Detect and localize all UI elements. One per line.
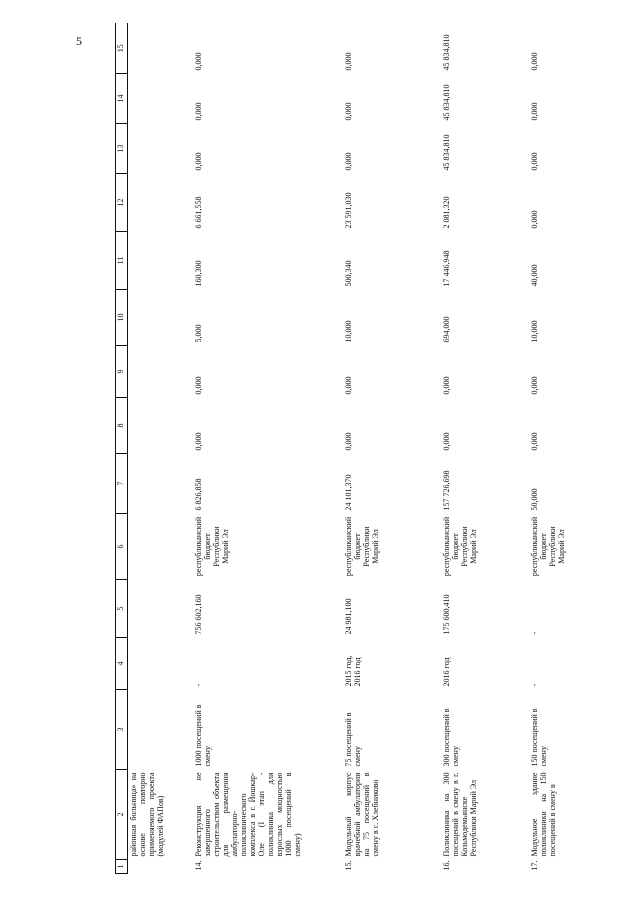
col-header: 5	[116, 580, 128, 638]
row-number	[127, 860, 193, 874]
table-row	[441, 24, 529, 874]
value-col-15: 0,000	[344, 52, 354, 71]
value-col-7: 157 726,698	[442, 470, 452, 511]
value-col-10	[127, 290, 193, 346]
value-col-14: 0,000	[344, 102, 354, 121]
estimated-cost: 175 600,410	[442, 594, 452, 635]
value-col-12: 23 591,030	[344, 192, 354, 229]
table-row	[529, 24, 589, 874]
estimated-cost	[127, 580, 193, 638]
value-col-11: 500,340	[344, 260, 354, 287]
value-col-13: 45 834,810	[442, 134, 452, 171]
financing-table	[115, 24, 589, 875]
value-col-7: 6 826,858	[194, 478, 204, 511]
value-col-9: 0,000	[530, 376, 540, 395]
value-col-8: 0,000	[442, 432, 452, 451]
period: 2016 год	[442, 657, 452, 687]
value-col-15: 45 834,810	[442, 34, 452, 71]
estimated-cost: 24 981,100	[344, 598, 354, 635]
value-col-8: 0,000	[194, 432, 204, 451]
value-col-14: 0,000	[194, 102, 204, 121]
funding-source: республиканский бюджет Республики Марий Эл	[530, 516, 567, 577]
value-col-9: 0,000	[344, 376, 354, 395]
period	[127, 638, 193, 690]
col-header: 6	[116, 514, 128, 580]
value-col-7	[127, 454, 193, 514]
value-col-7: 24 101,370	[344, 474, 354, 511]
value-col-12: 2 081,320	[442, 196, 452, 229]
value-col-11: 17 446,948	[442, 250, 452, 287]
value-col-8	[127, 398, 193, 454]
row-number: 15.	[344, 860, 354, 871]
value-col-13	[127, 124, 193, 174]
col-header: 3	[116, 690, 128, 770]
value-col-8: 0,000	[344, 432, 354, 451]
row-number: 14.	[194, 860, 204, 871]
col-header: 12	[116, 174, 128, 232]
col-header: 15	[116, 24, 128, 74]
page-number: 5	[76, 34, 82, 48]
period: -	[530, 683, 540, 687]
value-col-10: 10,000	[344, 320, 354, 343]
value-col-9: 0,000	[194, 376, 204, 395]
row-number: 17.	[530, 860, 540, 871]
value-col-11	[127, 232, 193, 290]
capacity	[127, 690, 193, 770]
value-col-13: 0,000	[344, 152, 354, 171]
col-header: 9	[116, 346, 128, 398]
value-col-11: 40,000	[530, 264, 540, 287]
object-name: Реконструкция не завершенного строительством объекта для размещения амбулаторно-поликлинического комплекса в г. Йошкар-Оле (I этап - поликлиника для взрослых мощностью 1000 посещений в смену)	[194, 772, 302, 857]
value-col-15: 0,000	[194, 52, 204, 71]
capacity: 150 посещений в смену	[530, 708, 549, 767]
estimated-cost: 756 602,160	[194, 594, 204, 635]
object-name: Модульное здание поликлиники на 150 посещений в смену в	[530, 772, 558, 857]
funding-source	[127, 514, 193, 580]
row-number: 16.	[442, 860, 452, 871]
col-header: 14	[116, 74, 128, 124]
object-name: районная больница» на основе повторно применяемого проекта (модулей ФАПов)	[128, 772, 165, 857]
value-col-13: 0,000	[530, 152, 540, 171]
value-col-10: 5,000	[194, 324, 204, 343]
value-col-9	[127, 346, 193, 398]
value-col-12	[127, 174, 193, 232]
period: 2015 год, 2016 год	[344, 655, 363, 687]
value-col-12: 6 661,558	[194, 196, 204, 229]
funding-source: республиканский бюджет Республики Марий Эл	[194, 516, 231, 577]
col-header: 1	[116, 860, 128, 874]
funding-source: республиканский бюджет Республики Марий Эл	[344, 516, 381, 577]
col-header: 13	[116, 124, 128, 174]
value-col-15: 0,000	[530, 52, 540, 71]
value-col-11: 160,300	[194, 260, 204, 287]
object-name: Поликлиника на 300 посещений в смену в г. Козьмодемьянске Республики Марий Эл	[442, 772, 479, 857]
col-header: 11	[116, 232, 128, 290]
header-row	[116, 24, 128, 874]
col-header: 10	[116, 290, 128, 346]
col-header: 2	[116, 770, 128, 860]
table-row	[127, 24, 193, 874]
value-col-14: 0,000	[530, 102, 540, 121]
estimated-cost: -	[530, 631, 540, 635]
value-col-10: 694,000	[442, 316, 452, 343]
value-col-7: 50,000	[530, 488, 540, 511]
capacity: 300 посещений в смену	[442, 708, 461, 767]
value-col-12: 0,000	[530, 210, 540, 229]
col-header: 4	[116, 638, 128, 690]
value-col-9: 0,000	[442, 376, 452, 395]
value-col-14: 45 834,810	[442, 84, 452, 121]
period: -	[194, 683, 204, 687]
object-name: Модульный корпус врачебной амбулатории на 75 посещений в смену в с. Хлебниково	[344, 772, 381, 857]
col-header: 7	[116, 454, 128, 514]
col-header: 8	[116, 398, 128, 454]
capacity: 75 посещений в смену	[344, 712, 363, 767]
table-row	[193, 24, 343, 874]
value-col-14	[127, 74, 193, 124]
funding-source: республиканский бюджет Республики Марий Эл	[442, 516, 479, 577]
table-row	[343, 24, 441, 874]
value-col-15	[127, 24, 193, 74]
value-col-10: 10,000	[530, 320, 540, 343]
value-col-8: 0,000	[530, 432, 540, 451]
capacity: 1000 посещений в смену	[194, 704, 213, 767]
value-col-13: 0,000	[194, 152, 204, 171]
